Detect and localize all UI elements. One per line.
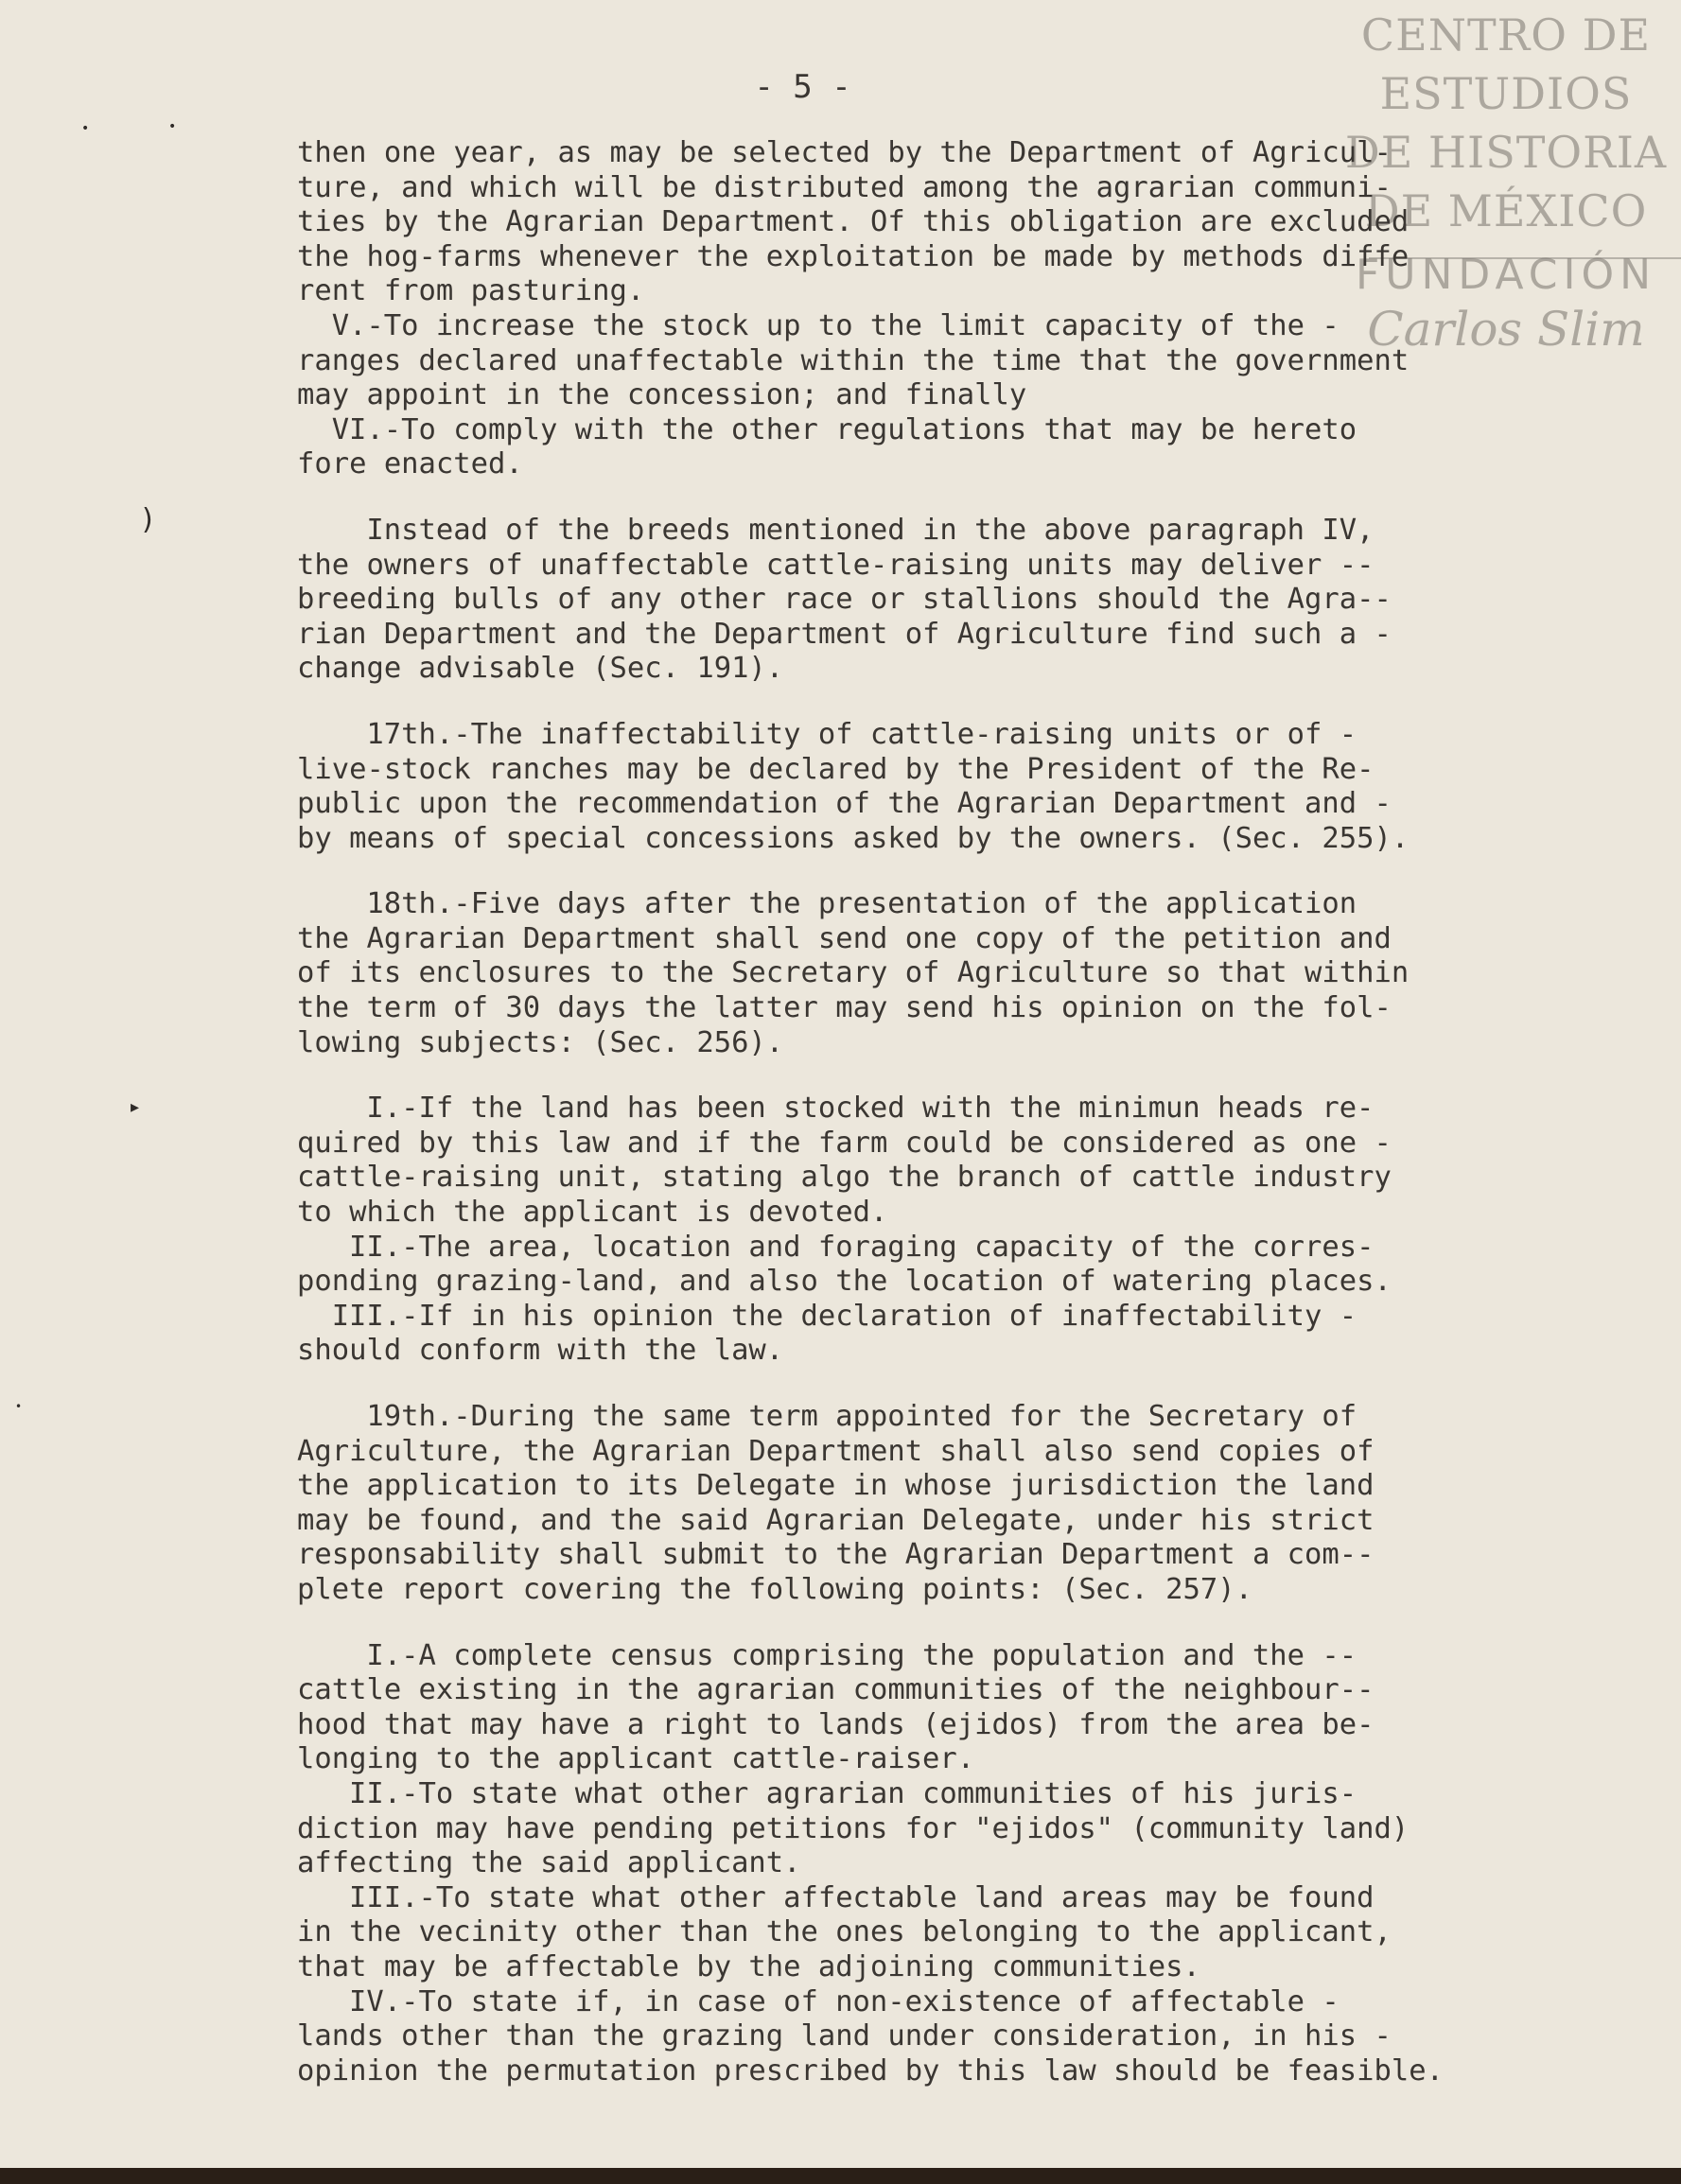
- text-line: opinion the permutation prescribed by this law should be feasible.: [297, 2053, 1444, 2088]
- margin-mark: ▸: [131, 1097, 140, 1117]
- text-block: [297, 1985, 1621, 2089]
- scan-edge: [0, 2168, 1681, 2184]
- text-block: [297, 1639, 1621, 1777]
- text-line: ponding grazing-land, and also the location of watering places.: [297, 1265, 1392, 1299]
- paragraph-gap: [297, 1060, 1621, 1092]
- text-line: should conform with the law.: [297, 1334, 784, 1368]
- paragraph-gap: [297, 687, 1621, 718]
- document-body: [297, 136, 1621, 2088]
- paragraph-gap: [297, 856, 1621, 887]
- watermark-line-4: DE MÉXICO: [1364, 185, 1648, 236]
- text-line: may be found, and the said Agrarian Delegate, under his strict: [297, 1503, 1375, 1537]
- watermark-line-3: DE HISTORIA: [1344, 127, 1668, 178]
- text-block: [297, 1881, 1621, 1985]
- text-line: diction may have pending petitions for "ejidos" (community land): [297, 1811, 1410, 1845]
- paragraph-gap: [297, 1369, 1621, 1400]
- text-block: [297, 1092, 1621, 1230]
- text-block: [297, 309, 1621, 413]
- text-line: rian Department and the Department of Agriculture find such a -: [297, 617, 1392, 651]
- text-line: 19th.-During the same term appointed for the Secretary of: [366, 1400, 1357, 1433]
- text-line: in the vecinity other than the ones belonging to the applicant,: [297, 1915, 1392, 1949]
- text-line: cattle-raising unit, stating algo the branch of cattle industry: [297, 1161, 1392, 1195]
- text-line: the owners of unaffectable cattle-raising units may deliver --: [297, 548, 1375, 582]
- text-line: ranges declared unaffectable within the time that the government: [297, 343, 1410, 377]
- text-line: lowing subjects: (Sec. 256).: [297, 1025, 784, 1059]
- text-line: longing to the applicant cattle-raiser.: [297, 1742, 975, 1776]
- text-line: III.-To state what other affectable land areas may be found: [349, 1880, 1375, 1914]
- text-line: VI.-To comply with the other regulations that may be hereto: [331, 412, 1357, 446]
- margin-speck: •: [81, 121, 90, 136]
- page-number: - 5 -: [754, 68, 851, 106]
- margin-mark: ): [142, 503, 153, 536]
- text-line: the term of 30 days the latter may send his opinion on the fol-: [297, 991, 1392, 1025]
- text-line: II.-To state what other agrarian communities of his juris-: [349, 1776, 1357, 1810]
- text-line: I.-A complete census comprising the population and the --: [366, 1638, 1357, 1672]
- text-block: [297, 1400, 1621, 1608]
- text-line: breeding bulls of any other race or stallions should the Agra--: [297, 583, 1392, 617]
- text-line: the Agrarian Department shall send one copy of the petition and: [297, 921, 1392, 955]
- paragraph-gap: [297, 482, 1621, 514]
- text-line: I.-If the land has been stocked with the minimun heads re-: [366, 1092, 1375, 1126]
- text-line: to which the applicant is devoted.: [297, 1196, 888, 1230]
- text-line: the hog-farms whenever the exploitation be made by methods diffe: [297, 239, 1410, 273]
- text-line: rent from pasturing.: [297, 274, 645, 308]
- text-line: plete report covering the following points: (Sec. 257).: [297, 1572, 1252, 1606]
- text-line: ties by the Agrarian Department. Of this obligation are excluded: [297, 205, 1410, 239]
- text-block: [297, 413, 1621, 482]
- text-line: live-stock ranches may be declared by the President of the Re-: [297, 752, 1375, 786]
- watermark-foundation: FUNDACIÓN: [1355, 251, 1657, 299]
- text-block: [297, 1300, 1621, 1369]
- text-block: [297, 136, 1621, 309]
- text-block: [297, 1777, 1621, 1881]
- text-line: cattle existing in the agrarian communities of the neighbour--: [297, 1673, 1375, 1707]
- watermark-signature: Carlos Slim: [1367, 302, 1645, 357]
- text-line: change advisable (Sec. 191).: [297, 652, 784, 686]
- text-line: 17th.-The inaffectability of cattle-raising units or of -: [366, 717, 1357, 751]
- text-line: affecting the said applicant.: [297, 1846, 801, 1880]
- margin-speck: •: [168, 119, 177, 134]
- text-line: fore enacted.: [297, 447, 523, 481]
- watermark-line-1: CENTRO DE: [1360, 9, 1652, 61]
- text-line: quired by this law and if the farm could be considered as one -: [297, 1126, 1392, 1160]
- text-block: [297, 718, 1621, 856]
- text-line: the application to its Delegate in whose jurisdiction the land: [297, 1469, 1375, 1503]
- text-line: public upon the recommendation of the Agrarian Department and -: [297, 787, 1392, 821]
- text-line: 18th.-Five days after the presentation of the application: [366, 887, 1357, 921]
- text-line: that may be affectable by the adjoining communities.: [297, 1949, 1200, 1983]
- text-block: [297, 514, 1621, 687]
- text-line: III.-If in his opinion the declaration of inaffectability -: [331, 1299, 1357, 1333]
- text-block: [297, 1231, 1621, 1300]
- text-line: ture, and which will be distributed among the agrarian communi-: [297, 170, 1392, 204]
- watermark-line-2: ESTUDIOS: [1379, 68, 1633, 119]
- text-line: responsability shall submit to the Agrarian Department a com--: [297, 1538, 1375, 1572]
- text-line: then one year, as may be selected by the Department of Agricul-: [297, 136, 1392, 169]
- text-line: of its enclosures to the Secretary of Agriculture so that within: [297, 956, 1410, 990]
- text-line: V.-To increase the stock up to the limit capacity of the -: [331, 308, 1340, 342]
- margin-speck: •: [15, 1400, 23, 1413]
- text-line: hood that may have a right to lands (ejidos) from the area be-: [297, 1707, 1375, 1741]
- text-line: Agriculture, the Agrarian Department shall also send copies of: [297, 1434, 1375, 1468]
- text-block: [297, 887, 1621, 1060]
- text-line: II.-The area, location and foraging capacity of the corres-: [349, 1230, 1375, 1264]
- text-line: Instead of the breeds mentioned in the above paragraph IV,: [366, 513, 1375, 547]
- text-line: by means of special concessions asked by the owners. (Sec. 255).: [297, 821, 1410, 855]
- text-line: IV.-To state if, in case of non-existence of affectable -: [349, 1984, 1340, 2018]
- paragraph-gap: [297, 1608, 1621, 1639]
- text-line: lands other than the grazing land under consideration, in his -: [297, 2019, 1392, 2053]
- text-line: may appoint in the concession; and finally: [297, 378, 1027, 412]
